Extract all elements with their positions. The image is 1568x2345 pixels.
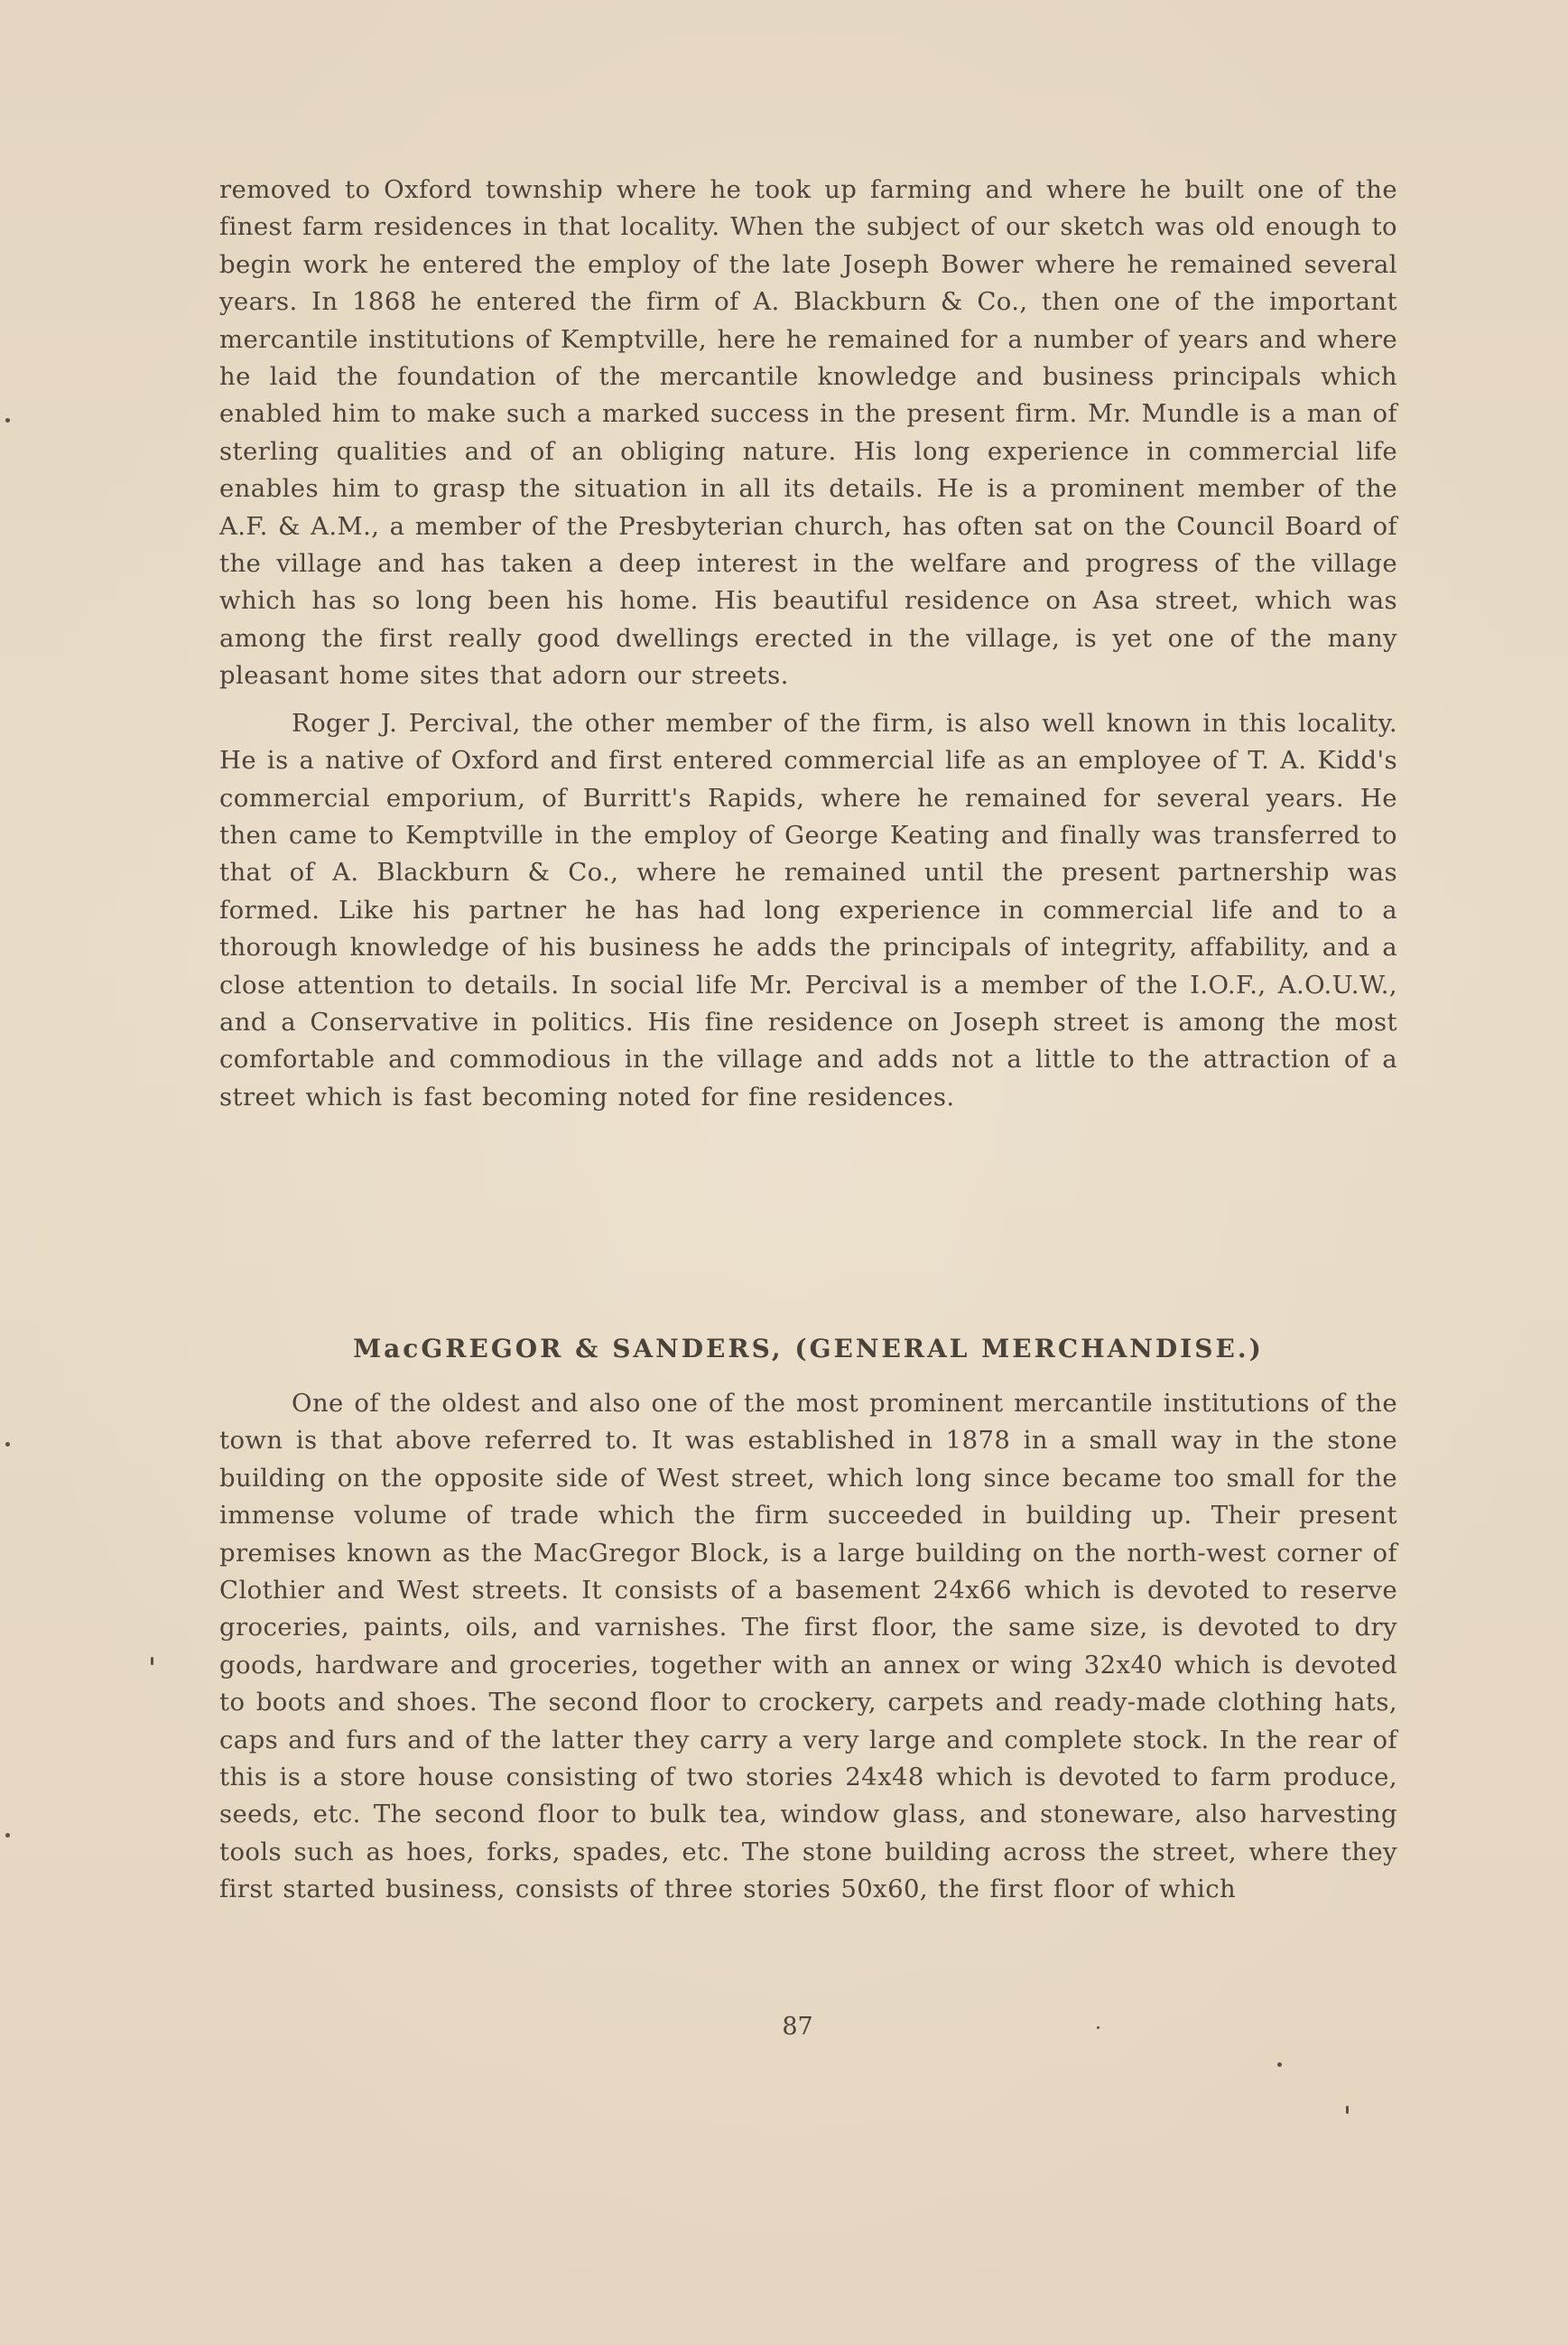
paragraph-percival-biography: Roger J. Percival, the other member of the firm, is also well known in this locality. He is a native of Oxford and first entered commercial life as an employee of T. A. Kidd's commercial emporium, of Burritt's Rapids, where he remained for several years. He then came to Kemptville in the employ of George Keating and finally was transferred to that of A. Blackburn & Co., where he remained until the present partnership was formed. Like his partner he has had long experience in commercial life and to a thorough knowledge of his business he adds the principals of integrity, affability, and a close attention to details. In social life Mr. Percival is a member of the I.O.F., A.O.U.W., and a Conservative in politics. His fine residence on Joseph street is among the most comfortable and commodious in the village and adds not a little to the attraction of a street which is fast becoming noted for fine residences. (219, 708, 1397, 1112)
ink-speck (5, 418, 10, 423)
ink-speck (151, 1657, 153, 1665)
page-body-text (219, 172, 1397, 1116)
ink-speck (1346, 2106, 1349, 2114)
paragraph-mundle-biography: removed to Oxford township where he took up farming and where he built one of the finest farm residences in that locality. When the subject of our sketch was old enough to begin work he entered the employ of the late Joseph Bower where he remained several years. In 1868 he entered the firm of A. Blackburn & Co., then one of the important mercantile institutions of Kemptville, here he remained for a number of years and where he laid the foundation of the mercantile knowledge and business principals which enabled him to make such a marked success in the present firm. Mr. Mundle is a man of sterling qualities and of an obliging nature. His long experience in commercial life enables him to grasp the situation in all its details. He is a prominent member of the A.F. & A.M., a member of the Presbyterian church, has often sat on the Council Board of the village and has taken a deep interest in the welfare and progress of the village which has so long been his home. His beautiful residence on Asa street, which was among the first really good dwellings erected in the village, is yet one of the many pleasant home sites that adorn our streets. (219, 175, 1397, 691)
ink-speck (1277, 2062, 1282, 2067)
section-heading: MacGREGOR & SANDERS, (GENERAL MERCHANDISE.) (353, 1334, 1264, 1363)
ink-speck (1097, 2026, 1099, 2029)
ink-speck (5, 1442, 10, 1447)
page-number: 87 (782, 2013, 813, 2041)
paragraph-macgregor-sanders: One of the oldest and also one of the most prominent mercantile institutions of the town is that above referred to. It was established in 1878 in a small way in the stone building on the opposite side of West street, which long since became too small for the immense volume of trade which the firm succeeded in building up. Their present premises known as the MacGregor Block, is a large building on the north-west corner of Clothier and West streets. It consists of a basement 24x66 which is devoted to reserve groceries, paints, oils, and varnishes. The first floor, the same size, is devoted to dry goods, hardware and groceries, together with an annex or wing 32x40 which is devoted to boots and shoes. The second floor to crockery, carpets and ready-made clothing hats, caps and furs and of the latter they carry a very large and complete stock. In the rear of this is a store house consisting of two stories 24x48 which is devoted to farm produce, seeds, etc. The second floor to bulk tea, window glass, and stoneware, also harvesting tools such as hoes, forks, spades, etc. The stone building across the street, where they first started business, consists of three stories 50x60, the first floor of which (219, 1389, 1397, 1904)
ink-speck (5, 1833, 10, 1838)
